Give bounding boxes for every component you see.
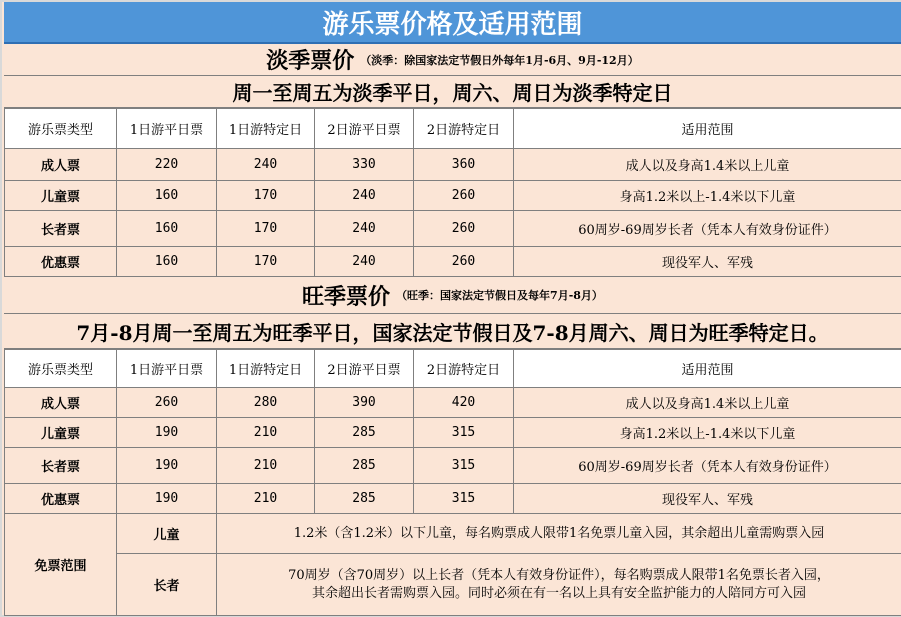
header-2day-special: 2日游特定日 (414, 350, 514, 388)
price-cell: 240 (217, 149, 315, 181)
free-elder-desc-line-2: 其余超出长者需购票入园。同时必须在有一名以上具有安全监护能力的人陪同方可入园 (311, 585, 806, 601)
free-admission-table (4, 513, 901, 616)
price-cell: 240 (315, 247, 414, 277)
header-1day-special: 1日游特定日 (217, 109, 315, 149)
free-admission-label: 免票范围 (5, 514, 117, 616)
header-1day-weekday: 1日游平日票 (117, 109, 217, 149)
price-cell: 315 (414, 448, 514, 484)
sheet-title (4, 2, 901, 44)
table-row (5, 388, 901, 418)
free-row-elder (5, 554, 901, 616)
table-row (5, 181, 901, 211)
ticket-type-cell: 优惠票 (5, 484, 117, 514)
off-season-rule-text: 周一至周五为淡季平日，周六、周日为淡季特定日 (232, 81, 673, 105)
price-cell: 360 (414, 149, 514, 181)
scope-cell: 身高1.2米以上-1.4米以下儿童 (514, 181, 901, 211)
price-cell: 240 (315, 211, 414, 247)
price-cell: 210 (217, 418, 315, 448)
table-row (5, 211, 901, 247)
peak-season-heading-text: 旺季票价 (302, 283, 391, 310)
price-cell: 240 (315, 181, 414, 211)
header-ticket-type: 游乐票类型 (5, 109, 117, 149)
scope-cell: 身高1.2米以上-1.4米以下儿童 (514, 418, 901, 448)
price-cell: 285 (315, 418, 414, 448)
ticket-type-cell: 儿童票 (5, 418, 117, 448)
header-1day-weekday: 1日游平日票 (117, 350, 217, 388)
table-row (5, 149, 901, 181)
free-elder-label: 长者 (117, 554, 217, 616)
ticket-type-cell: 儿童票 (5, 181, 117, 211)
price-cell: 330 (315, 149, 414, 181)
price-cell: 160 (117, 211, 217, 247)
price-cell: 390 (315, 388, 414, 418)
price-cell: 260 (414, 181, 514, 211)
price-cell: 190 (117, 418, 217, 448)
scope-cell: 成人以及身高1.4米以上儿童 (514, 388, 901, 418)
table-header-row (5, 350, 901, 388)
price-cell: 285 (315, 448, 414, 484)
ticket-type-cell: 成人票 (5, 149, 117, 181)
header-2day-special: 2日游特定日 (414, 109, 514, 149)
off-season-table (4, 108, 901, 277)
price-cell: 315 (414, 418, 514, 448)
peak-season-table (4, 349, 901, 514)
off-season-note: （淡季：除国家法定节假日外每年1月-6月、9月-12月） (360, 53, 639, 67)
off-season-rule (4, 76, 901, 108)
table-row (5, 418, 901, 448)
off-season-heading (4, 44, 901, 76)
price-cell: 210 (217, 448, 315, 484)
off-season-heading-text: 淡季票价 (266, 48, 355, 74)
price-cell: 280 (217, 388, 315, 418)
price-cell: 260 (414, 211, 514, 247)
price-cell: 170 (217, 247, 315, 277)
ticket-type-cell: 优惠票 (5, 247, 117, 277)
free-row-child (5, 514, 901, 554)
price-cell: 260 (414, 247, 514, 277)
price-cell: 190 (117, 484, 217, 514)
price-cell: 315 (414, 484, 514, 514)
scope-cell: 现役军人、军残 (514, 247, 901, 277)
peak-season-rule-text: 7月-8月周一至周五为旺季平日，国家法定节假日及7-8月周六、周日为旺季特定日。 (76, 320, 829, 345)
header-2day-weekday: 2日游平日票 (315, 350, 414, 388)
price-cell: 210 (217, 484, 315, 514)
scope-cell: 60周岁-69周岁长者（凭本人有效身份证件） (514, 448, 901, 484)
table-header-row (5, 109, 901, 149)
price-cell: 170 (217, 181, 315, 211)
header-ticket-type: 游乐票类型 (5, 350, 117, 388)
price-cell: 420 (414, 388, 514, 418)
header-1day-special: 1日游特定日 (217, 350, 315, 388)
header-2day-weekday: 2日游平日票 (315, 109, 414, 149)
price-cell: 160 (117, 181, 217, 211)
peak-season-rule (4, 314, 901, 349)
ticket-type-cell: 长者票 (5, 211, 117, 247)
peak-season-note: （旺季：国家法定节假日及每年7月-8月） (396, 289, 603, 302)
header-scope: 适用范围 (514, 350, 901, 388)
free-elder-desc (217, 554, 901, 616)
scope-cell: 60周岁-69周岁长者（凭本人有效身份证件） (514, 211, 901, 247)
price-cell: 285 (315, 484, 414, 514)
sheet-title-text: 游乐票价格及适用范围 (322, 9, 583, 40)
table-row (5, 448, 901, 484)
price-cell: 160 (117, 247, 217, 277)
free-child-desc: 1.2米（含1.2米）以下儿童，每名购票成人限带1名免票儿童入园，其余超出儿童需购票入园 (217, 514, 901, 554)
free-elder-desc-line-1: 70周岁（含70周岁）以上长者（凭本人有效身份证件），每名购票成人限带1名免票长者入园， (288, 567, 830, 583)
header-scope: 适用范围 (514, 109, 901, 149)
price-cell: 220 (117, 149, 217, 181)
free-child-label: 儿童 (117, 514, 217, 554)
scope-cell: 现役军人、军残 (514, 484, 901, 514)
price-cell: 170 (217, 211, 315, 247)
table-row (5, 247, 901, 277)
ticket-type-cell: 长者票 (5, 448, 117, 484)
price-cell: 190 (117, 448, 217, 484)
table-row (5, 484, 901, 514)
peak-season-heading (4, 277, 901, 314)
ticket-type-cell: 成人票 (5, 388, 117, 418)
scope-cell: 成人以及身高1.4米以上儿童 (514, 149, 901, 181)
price-cell: 260 (117, 388, 217, 418)
